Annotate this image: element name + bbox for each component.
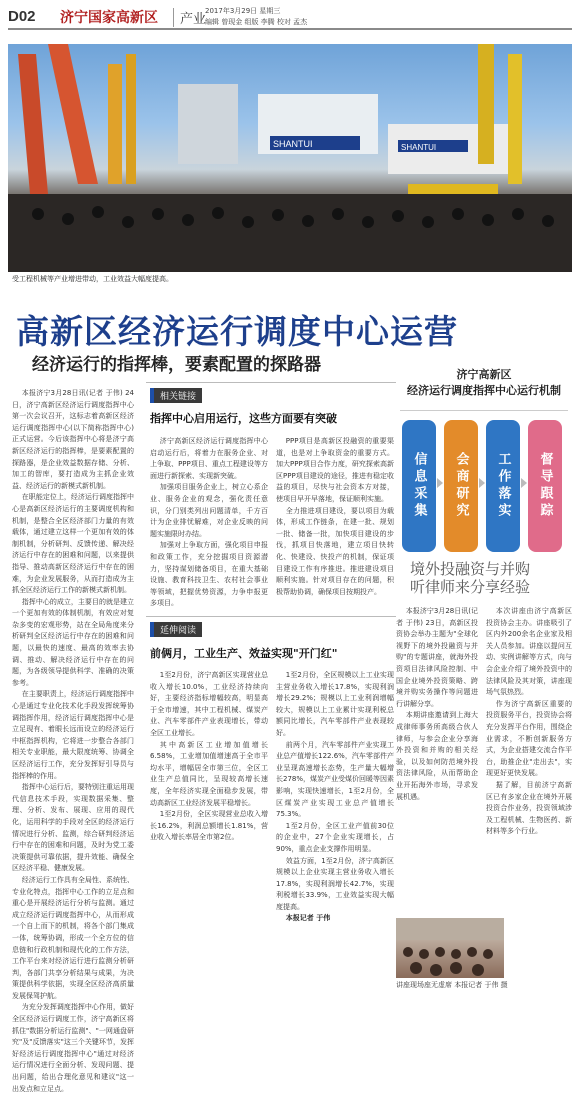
extended-reading-title: 前俩月，工业生产、效益实现"开门红" [150, 647, 338, 660]
masthead: 济宁国家高新区 [60, 10, 158, 26]
divider [400, 410, 568, 411]
lecture-photo-caption: 讲座现场座无虚席 本报记者 于伟 摄 [396, 981, 508, 989]
paragraph: 在职能定位上，经济运行调度指挥中心是高新区经济运行的主要调度机构和机制，是整合全区经济部门力量的有效载体，通过建立这样一个更加有效的体制机制，分析研判、反馈传递、解决经济运行中存在的困难和问题，以来提供指导、推动高新区经济运行中存在的困难，为企业发展服务，从而打造成为主抓全区经济运行工作的新模式新机制。 [12, 493, 134, 595]
step-information-collection: 信息采集 [402, 420, 436, 552]
paragraph: 全力推进项目建设，要以项目为载体，形成工作链条，在建一批、规划一批、储备一批，加快项目建设的步伐，抓项目快落地，建立项目快转化、快建设、快投产的机制，保证项目建设工作有序推进。推进建设项目顺利实施。针对项目存在的问题，积极帮助协调，确保项目按期投产。 [276, 506, 394, 596]
arrow-icon [437, 478, 443, 488]
paragraph: 为充分发挥调度指挥中心作用，做好全区经济运行调度工作，济宁高新区将抓住"数据分析运行监测"、"一网通盘研究"及"反馈落实"这三个关键环节，发挥好经济运行调度指挥中心"通过对经济运行情况进行全面分析、发现问题、提出问题，给出合理化意见和建议"这一出发点和立足点。 [12, 1003, 134, 1093]
paragraph: 据了解，目前济宁高新区已有多家企业在境外开展投资合作业务，投资领域涉及工程机械、生物医药、新材料等多个行业。 [486, 780, 572, 836]
photo-caption: 受工程机械等产业增进带动，工业效益大幅度提高。 [12, 275, 173, 283]
right-article-body-col2 [486, 606, 572, 914]
shantui-sign-2: SHANTUI [401, 143, 437, 152]
paragraph: 济宁高新区经济运行调度指挥中心启动运行后，将着力在服务企业、对上争取、PPP项目、重点工程建设等方面进行新探索、实现新突破。 [150, 437, 268, 480]
related-link-tag: 相关链接 [150, 388, 202, 403]
main-article-body [12, 388, 134, 1093]
subheadline: 经济运行的指挥棒，要素配置的探路器 [32, 355, 321, 375]
extended-reading-body-col1 [150, 670, 268, 966]
paragraph: 本报济宁3月28日讯(记者 于伟) 24日，济宁高新区经济运行调度指挥中心第一次会议召开，这标志着高新区经济运行调度指挥中心(以下简称指挥中心)正式运营。今后该指挥中心将是济宁高新区经济运行的指挥棒，是要素配置的探路器，是企业效益数据存储、分析、加工的智库，要打造成为主抓企业效益、经济运行的新模式新机制。 [12, 389, 134, 490]
paragraph: 作为济宁高新区重要的投资服务平台，投资协会将充分发挥平台作用，围绕企业需求，不断创新服务方式，为企业搭建交流合作平台，助推企业"走出去"，实现更好更快发展。 [486, 699, 572, 778]
right-article-headline [410, 560, 570, 596]
extended-reading-tag: 延伸阅读 [150, 622, 202, 637]
paragraph: 在主要职责上，经济运行调度指挥中心是通过专业化技术化手段发挥统筹协调指挥作用，经济运行调度指挥中心是立足现有、着眼长远而设立的经济运行中枢指挥机构，它将进一步整合各部门相关专业职能，最大限度统筹、协调全区经济运行工作，充分发挥好引导员与指挥棒的作用。 [12, 690, 134, 780]
paragraph: 指挥中心的成立，主要目的就是建立一个更加有效的体制机制，有效应对复杂多变的宏观形势，站在全局角度来分析研判全区经济运行中存在的困难和问题，以最快的速度、最高的效率去协调、推动、解决经济运行中存在的问题，为各级领导提供科学、准确的决策参考。 [12, 597, 134, 687]
right-headline-line1: 境外投融资与并购 [410, 560, 531, 578]
lecture-photo-illustration [396, 918, 504, 978]
paragraph: 其中高新区工业增加值增长6.58%，工业增加值增速高于全市平均水平，增幅居全市第三位，全区工业生产总值同比，呈现较高增长速度，全年经济实现全面稳步发展，带动高新区工业经济发展平稳增长。 [150, 740, 268, 807]
arrow-icon [521, 478, 527, 488]
paragraph: 1至2月份，全区实现营业总收入增长16.2%，利润总额增长1.81%，营业收入增长率居全市第2位。 [150, 810, 268, 842]
step-consultation-research: 会商研究 [444, 420, 478, 552]
arrow-icon [479, 478, 485, 488]
expo-photo [8, 44, 572, 272]
date-line: 2017年3月29日 星期三 [205, 7, 281, 15]
paragraph: 本次讲座由济宁高新区投资协会主办。讲座吸引了区内外200余名企业家及相关人员参加。讲座以提问互动、实例讲解等方式，向与会企业介绍了境外投资中的法律风险及其对策，讲座现场气氛热烈。 [486, 607, 572, 697]
extended-reading-body-col2 [276, 670, 394, 966]
paragraph: 经济运行工作具有全局性、系统性、专业化特点，指挥中心工作的立足点和重心是开展经济运行分析与监测。通过成立经济运行调度指挥中心，从而形成一个自上而下的机制，将各个部门集成一体，统筹协调，形成一个全方位的信息链和行政机制和现代化的工作方法，工作平台来对经济运行进行监测分析研判，各部门共享分析结果与成果，为决策提供科学依据，实现全区经济高质量发展保驾护航。 [12, 875, 134, 1000]
section-name: 产业 [173, 8, 206, 27]
related-link-body-col1 [150, 436, 268, 614]
step-supervision-tracking: 督导跟踪 [528, 420, 562, 552]
byline: 本报记者 于伟 [285, 914, 331, 923]
divider [146, 382, 396, 383]
paragraph: 本报济宁3月28日讯(记者 于伟) 23日，高新区投资协会举办主题为"全球化视野下的境外投融资与并购"的专题讲座，就海外投资项目法律风险控制、中国企业境外投资策略、跨境并购实务操作等问题进行讲解分享。 [396, 607, 478, 708]
mechanism-title: 济宁高新区 [456, 368, 512, 381]
lecture-photo [396, 918, 504, 978]
related-link-title: 指挥中心启用运行，这些方面要有突破 [150, 412, 337, 425]
page-number: D02 [8, 8, 36, 25]
mechanism-diagram [396, 360, 572, 556]
staff-line: 编辑 曾现金 组版 李腾 校对 孟杰 [205, 18, 308, 26]
shantui-sign-1: SHANTUI [273, 139, 313, 149]
right-article-body-col1 [396, 606, 478, 914]
headline: 高新区经济运行调度中心运营 [16, 312, 458, 351]
paragraph: 前两个月，汽车零部件产业实现工业总产值增长122.6%，汽车零部件产业呈现高速增长态势，生产量大幅增长278%，煤炭产业受煤价回暖等因素影响，实现快速增长，1至2月份，全区煤炭产业实现工业总产值增长75.3%。 [276, 740, 395, 819]
paragraph: PPP项目是高新区投融资的重要渠道，也是对上争取资金的重要方式。加大PPP项目合作力度，研究探索高新区PPP项目建设的途径，推进有稳定收益的项目，尽快与社会资本方对接，使项目早开早落地，保证顺利实施。 [276, 437, 394, 503]
paragraph: 加强对上争取方面，强化项目申报和政策工作，充分挖掘项目资源潜力，坚持谋划储备项目，在重大基础设施、教育科技卫生、农村社会事业等领域，把握优势资源，力争申报更多项目。 [150, 541, 268, 608]
related-link-body-col2 [276, 436, 394, 614]
mechanism-subtitle: 经济运行调度指挥中心运行机制 [407, 384, 561, 397]
paragraph: 效益方面，1至2月份，济宁高新区规模以上企业实现主营业务收入增长17.8%，实现利润增长42.7%，实现利税增长33.9%，工业效益实现大幅度提高。 [276, 856, 394, 911]
paragraph: 1至2月份，全区工业产值前30位的企业中，27个企业实现增长，占90%，重点企业支撑作用明显。 [276, 821, 394, 853]
step-work-implementation: 工作落实 [486, 420, 520, 552]
right-headline-line2: 听律师来分享经验 [410, 578, 531, 596]
page-header [8, 6, 572, 30]
paragraph: 本期讲座邀请到上海大成律师事务所高级合伙人律师，与参会企业分享海外投资和并购的相关经验，以及如何防范境外投资法律风险，从而帮助企业开拓海外市场，寻求发展机遇。 [396, 711, 478, 801]
paragraph: 加强项目服务企业上，树立心系企业、服务企业的观念，强化责任意识，分门别类列出问题清单，千方百计为企业排忧解难，对企业反映的问题实施限时办结。 [150, 483, 268, 538]
expo-photo-illustration [8, 44, 572, 272]
paragraph: 1至2月份，全区规模以上工业实现主营业务收入增长17.8%，实现利润增长29.2%；规模以上工业利润增幅较大，规模以上工业累计实现利税总额同比增长，汽车零部件产业表现较好。 [276, 671, 394, 737]
paragraph: 1至2月份，济宁高新区实现营业总收入增长10.0%，工业经济持续向好，主要经济指标增幅较高，明显高于全市增速，其中工程机械、煤炭产业、汽车零部件产业表现增长，带动全区工业增长。 [150, 671, 268, 737]
divider [146, 616, 396, 617]
paragraph: 指挥中心运行后，要特别注重运用现代信息技术手段，实现数据采集、整理、分析、发布、展现、应用的现代化，运用科学的手段对全区的经济运行情况进行分析、监测，综合研判经济运行中存在的困难和问题，及时为党工委决策提供可靠依据，提升效能、确保全区经济平稳、健康发展。 [12, 783, 134, 873]
